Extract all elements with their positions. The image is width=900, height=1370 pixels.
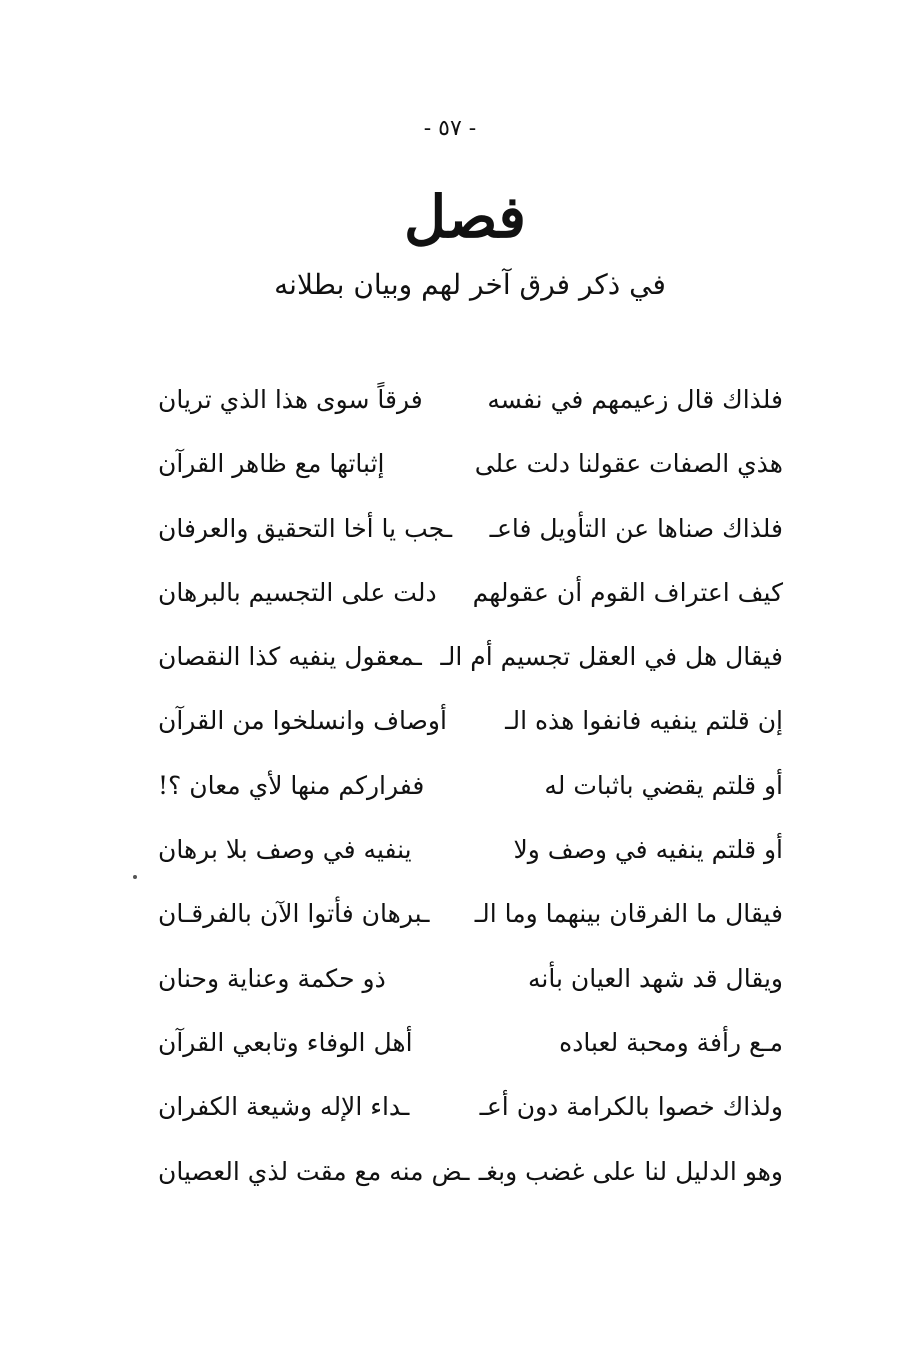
verse-line xyxy=(158,957,783,1021)
verse-second-hemistich: أهل الوفاء وتابعي القرآن xyxy=(158,1027,413,1057)
verse-second-hemistich: إثباتها مع ظاهر القرآن xyxy=(158,449,385,479)
verse-line xyxy=(158,571,783,635)
verse-first-hemistich: وهو الدليل لنا على غضب وبغـ xyxy=(478,1156,783,1186)
verse-second-hemistich: ـمعقول ينفيه كذا النقصان xyxy=(158,642,422,672)
verse-second-hemistich: ـداء الإله وشيعة الكفران xyxy=(158,1092,410,1122)
verse-first-hemistich: فلذاك قال زعيمهم في نفسه xyxy=(487,385,783,414)
verse-second-hemistich: أوصاف وانسلخوا من القرآن xyxy=(158,706,447,736)
verse-line xyxy=(158,699,783,763)
verse-second-hemistich: ينفيه في وصف بلا برهان xyxy=(158,835,412,865)
poem-verses xyxy=(158,378,783,1214)
verse-line xyxy=(158,1085,783,1149)
verse-line xyxy=(158,378,783,442)
verse-first-hemistich: هذي الصفات عقولنا دلت على xyxy=(474,449,783,479)
verse-line xyxy=(158,507,783,571)
verse-line xyxy=(158,442,783,506)
verse-second-hemistich: ففراركم منها لأي معان ؟! xyxy=(158,770,425,800)
verse-second-hemistich: ـجب يا أخا التحقيق والعرفان xyxy=(158,513,453,543)
verse-line xyxy=(158,1150,783,1214)
verse-first-hemistich: فيقال هل في العقل تجسيم أم الـ xyxy=(440,642,783,672)
verse-second-hemistich: ذو حكمة وعناية وحنان xyxy=(158,963,386,993)
verse-second-hemistich: دلت على التجسيم بالبرهان xyxy=(158,577,437,607)
verse-line xyxy=(158,635,783,699)
verse-first-hemistich: فيقال ما الفرقان بينهما وما الـ xyxy=(474,899,783,929)
verse-line xyxy=(158,892,783,956)
verse-first-hemistich: ولذاك خصوا بالكرامة دون أعـ xyxy=(479,1092,783,1122)
ink-speck xyxy=(133,875,137,879)
verse-second-hemistich: فرقاً سوى هذا الذي تريان xyxy=(158,385,423,414)
verse-first-hemistich: إن قلتم ينفيه فانفوا هذه الـ xyxy=(505,706,783,736)
section-subtitle: في ذكر فرق آخر لهم وبيان بطلانه xyxy=(274,268,666,301)
page-number: - ٥٧ - xyxy=(423,116,477,141)
verse-line xyxy=(158,1021,783,1085)
verse-first-hemistich: كيف اعتراف القوم أن عقولهم xyxy=(472,577,783,607)
verse-first-hemistich: أو قلتم يقضي باثبات له xyxy=(544,770,783,800)
verse-first-hemistich: مـع رأفة ومحبة لعباده xyxy=(559,1027,783,1057)
verse-second-hemistich: ـبرهان فأتوا الآن بالفرقـان xyxy=(158,899,430,929)
verse-first-hemistich: أو قلتم ينفيه في وصف ولا xyxy=(513,835,783,865)
section-title: فصل xyxy=(404,183,526,251)
verse-second-hemistich: ـض منه مع مقت لذي العصيان xyxy=(158,1156,470,1186)
verse-first-hemistich: فلذاك صناها عن التأويل فاعـ xyxy=(489,513,783,543)
verse-first-hemistich: ويقال قد شهد العيان بأنه xyxy=(528,963,783,993)
verse-line xyxy=(158,828,783,892)
verse-line xyxy=(158,764,783,828)
